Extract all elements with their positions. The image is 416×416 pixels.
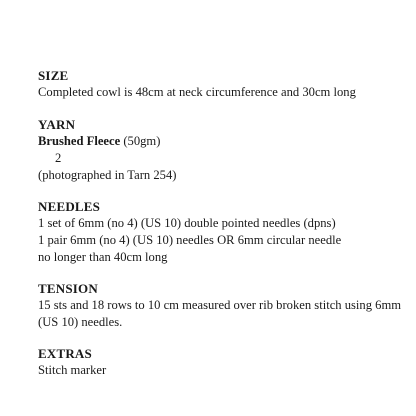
extras-section (38, 345, 410, 379)
needles-heading: NEEDLES (38, 199, 101, 214)
pattern-info (38, 67, 410, 379)
needles-line: 1 pair 6mm (no 4) (US 10) needles OR 6mm circular needle (38, 233, 342, 247)
yarn-name: Brushed Fleece (38, 134, 121, 148)
needles-section (38, 198, 410, 266)
size-heading: SIZE (38, 68, 69, 83)
yarn-heading: YARN (38, 117, 76, 132)
size-section (38, 67, 410, 101)
size-text: Completed cowl is 48cm at neck circumference and 30cm long (38, 85, 356, 99)
extras-text: Stitch marker (38, 363, 107, 377)
tension-section (38, 280, 410, 331)
yarn-note: (photographed in Tarn 254) (38, 168, 177, 182)
yarn-weight: (50gm) (120, 134, 161, 148)
yarn-line (38, 133, 410, 150)
needles-line: 1 set of 6mm (no 4) (US 10) double pointed needles (dpns) (38, 216, 336, 230)
yarn-section (38, 116, 410, 184)
needles-line: no longer than 40cm long (38, 250, 168, 264)
tension-heading: TENSION (38, 281, 98, 296)
extras-heading: EXTRAS (38, 346, 92, 361)
tension-line: (US 10) needles. (38, 315, 123, 329)
tension-line: 15 sts and 18 rows to 10 cm measured over rib broken stitch using 6mm (38, 298, 402, 312)
yarn-quantity: 2 (55, 151, 62, 165)
